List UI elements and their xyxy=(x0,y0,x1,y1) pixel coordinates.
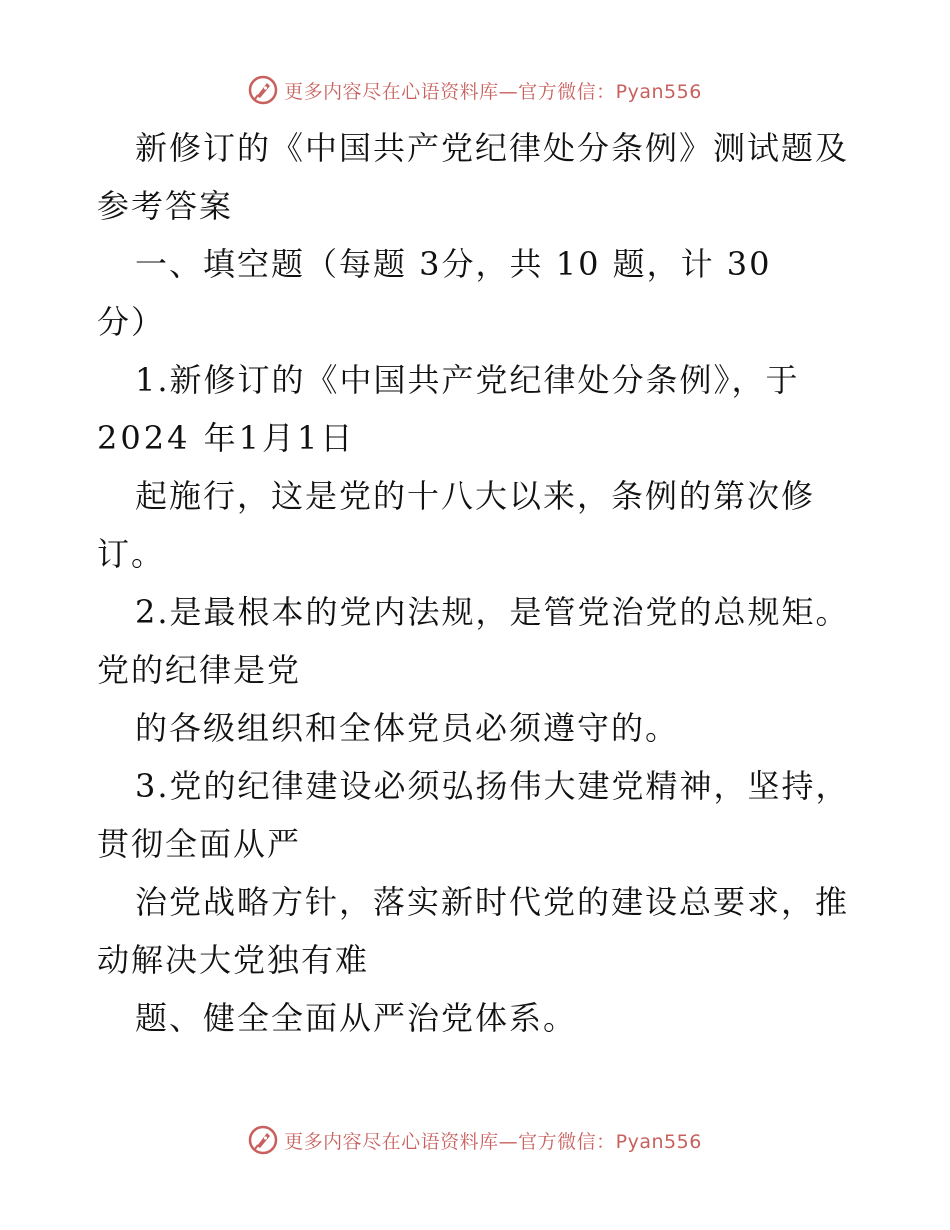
section-heading-line-1: 一、填空题（每题 3分，共 10 题，计 30 xyxy=(135,245,772,283)
pen-nib-circle-icon xyxy=(248,1125,278,1155)
question-1-line-4: 订。 xyxy=(97,535,166,573)
section-heading-line-2: 分） xyxy=(97,303,166,341)
question-2-line-1: 2.是最根本的党内法规，是管党治党的总规矩。 xyxy=(135,593,850,631)
watermark-text: 更多内容尽在心语资料库—官方微信：Pyan556 xyxy=(284,80,702,103)
question-2-line-2: 党的纪律是党 xyxy=(97,651,302,689)
pen-nib-circle-icon xyxy=(248,75,278,105)
question-2-line-3: 的各级组织和全体党员必须遵守的。 xyxy=(135,709,680,747)
question-1-line-3: 起施行，这是党的十八大以来，条例的第次修 xyxy=(135,477,816,515)
doc-title-line-2: 参考答案 xyxy=(97,187,234,225)
question-1-line-2: 2024 年1月1日 xyxy=(97,419,356,457)
question-1-line-1: 1.新修订的《中国共产党纪律处分条例》，于 xyxy=(135,361,800,399)
question-3-line-1: 3.党的纪律建设必须弘扬伟大建党精神，坚持， xyxy=(135,767,850,805)
question-3-line-4: 动解决大党独有难 xyxy=(97,941,370,979)
doc-title-line-1: 新修订的《中国共产党纪律处分条例》测试题及 xyxy=(135,129,850,167)
question-3-line-5: 题、健全全面从严治党体系。 xyxy=(135,999,578,1037)
footer-watermark xyxy=(0,1120,950,1160)
question-3-line-3: 治党战略方针，落实新时代党的建设总要求，推 xyxy=(135,883,850,921)
watermark-text: 更多内容尽在心语资料库—官方微信：Pyan556 xyxy=(284,1130,702,1153)
header-watermark xyxy=(0,70,950,110)
question-3-line-2: 贯彻全面从严 xyxy=(97,825,302,863)
